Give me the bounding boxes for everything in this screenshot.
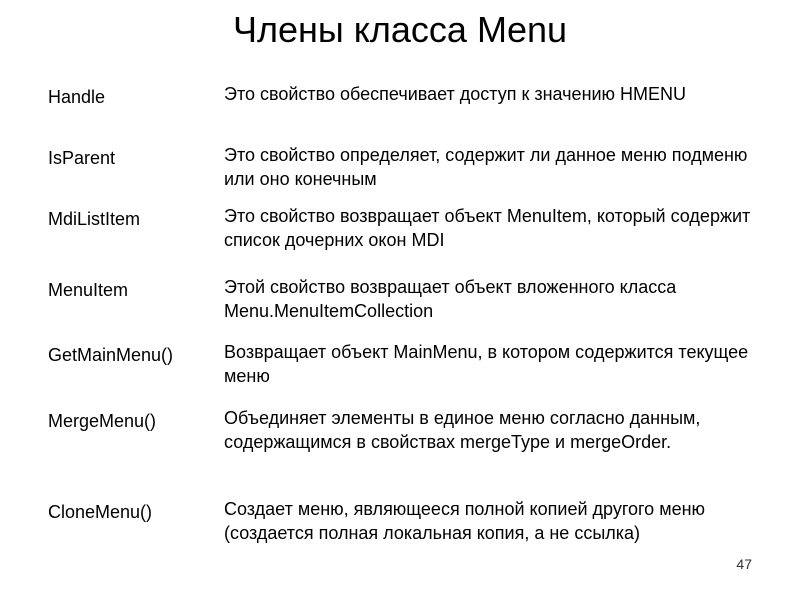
member-name: MergeMenu() [48, 411, 157, 431]
table-row [48, 204, 768, 275]
member-description: Создает меню, являющееся полной копией другого меню (создается полная локальная копия, а не ссылка) [224, 499, 706, 543]
table-row [48, 82, 768, 143]
member-name: MdiListItem [48, 209, 141, 229]
members-table [48, 82, 768, 580]
member-description: Этой свойство возвращает объект вложенного класса Menu.MenuItemCollection [224, 277, 677, 321]
member-name: CloneMenu() [48, 502, 153, 522]
member-description: Объединяет элементы в единое меню согласно данным, содержащимся в свойствах mergeType и mergeOrder. [224, 408, 701, 452]
member-name: MenuItem [48, 280, 129, 300]
table-row [48, 497, 768, 580]
member-name: IsParent [48, 148, 116, 168]
member-description: Это свойство определяет, содержит ли данное меню подменю или оно конечным [224, 145, 748, 189]
table-row [48, 275, 768, 340]
member-name: GetMainMenu() [48, 345, 174, 365]
slide-title: Члены класса Menu [232, 9, 568, 50]
member-description: Возвращает объект MainMenu, в котором содержится текущее меню [224, 342, 749, 386]
member-description: Это свойство обеспечивает доступ к значению HMENU [224, 84, 687, 104]
table-row [48, 143, 768, 204]
member-description: Это свойство возвращает объект MenuItem, который содержит список дочерних окон MDI [224, 206, 751, 250]
member-name: Handle [48, 87, 106, 107]
table-row [48, 340, 768, 406]
table-row [48, 406, 768, 497]
page-number: 47 [736, 556, 752, 572]
